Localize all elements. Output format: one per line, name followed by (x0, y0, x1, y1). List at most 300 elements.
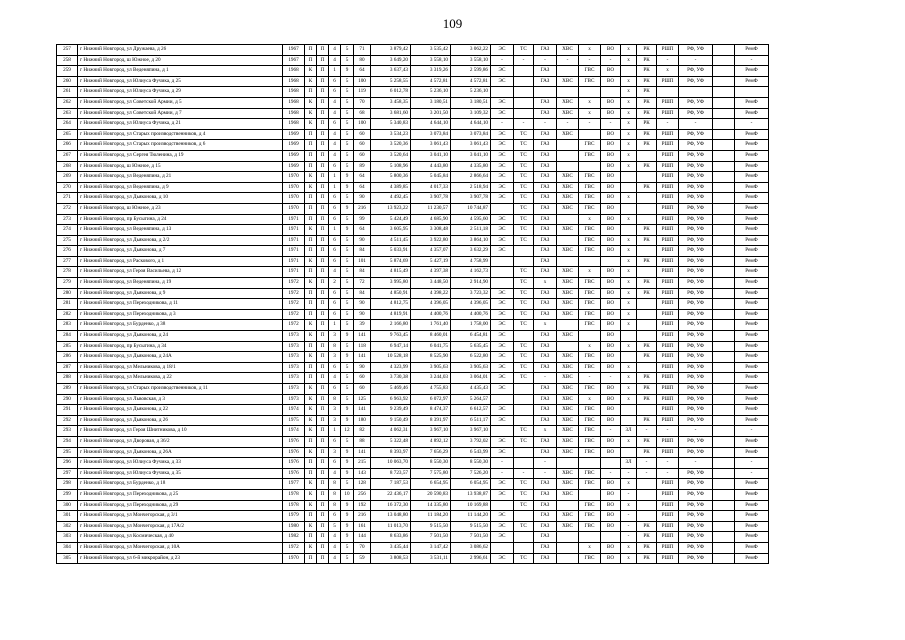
address-cell: г Нижний Новгород, ул Дьяконова, д 24А (78, 352, 283, 363)
living-area-cell: 8 525,90 (411, 352, 451, 363)
floors-cell: 9 (341, 511, 354, 522)
extra-cell (713, 542, 735, 553)
type-cell: П (317, 256, 329, 267)
sewerage-cell: ВО (601, 235, 621, 246)
table-row (57, 447, 769, 458)
basement-repair-cell: РШП (657, 542, 679, 553)
power-supply-cell: ЭС (491, 235, 514, 246)
facade-repair-cell: РФ, УФ (679, 214, 713, 225)
sewerage-cell: ВО (601, 542, 621, 553)
sewerage-cell (601, 87, 621, 98)
row-number-cell: 283 (57, 320, 78, 331)
address-cell: г Нижний Новгород, ул Дьяконова, д 26А (78, 447, 283, 458)
address-cell: г Нижний Новгород, ул Бурденко, д 18 (78, 479, 283, 490)
sections-cell: 3 (329, 331, 341, 342)
repair-fund-cell: РемФ (735, 362, 769, 373)
power-supply-cell: ЭС (491, 150, 514, 161)
row-number-cell: 263 (57, 108, 78, 119)
roof-repair-cell: РК (637, 108, 657, 119)
material-cell: П (305, 373, 317, 384)
row-number-cell: 257 (57, 45, 78, 56)
floors-cell: 5 (341, 140, 354, 151)
cold-water-cell: ХВС (557, 521, 579, 532)
living-area-cell: 3 558,10 (411, 55, 451, 66)
private-area-cell: 10 744,87 (451, 203, 491, 214)
row-number-cell: 261 (57, 87, 78, 98)
chute-cell: x (621, 161, 637, 172)
total-area-cell: 13 048,80 (371, 511, 411, 522)
private-area-cell: 3 864,10 (451, 235, 491, 246)
facade-repair-cell: РФ, УФ (679, 203, 713, 214)
total-area-cell: 5 108,96 (371, 161, 411, 172)
sections-cell: 4 (329, 373, 341, 384)
private-area-cell: 2 518,94 (451, 182, 491, 193)
basement-repair-cell: РШП (657, 373, 679, 384)
living-area-cell: 5 427,19 (411, 256, 451, 267)
table-row (57, 256, 769, 267)
basement-repair-cell: РШП (657, 479, 679, 490)
cold-water-cell (557, 341, 579, 352)
gas-supply-cell: ГАЗ (534, 45, 557, 56)
sewerage-cell: ВО (601, 193, 621, 204)
type-cell: П (317, 436, 329, 447)
gas-supply-cell: ГАЗ (534, 331, 557, 342)
living-area-cell: 4 397,38 (411, 267, 451, 278)
total-area-cell: 11 013,70 (371, 521, 411, 532)
floors-cell: 9 (341, 447, 354, 458)
apartments-cell: 180 (354, 415, 371, 426)
gas-supply-cell: ГАЗ (534, 203, 557, 214)
total-area-cell: 5 033,91 (371, 246, 411, 257)
sewerage-cell (601, 256, 621, 267)
address-cell: г Нижний Новгород, ул Дворовая, д 36/2 (78, 436, 283, 447)
facade-repair-cell: РФ, УФ (679, 447, 713, 458)
material-cell: К (305, 394, 317, 405)
address-cell: г Нижний Новгород, ул Дьяконова, д 26 (78, 415, 283, 426)
basement-repair-cell: РШП (657, 341, 679, 352)
private-area-cell: 4 435,43 (451, 384, 491, 395)
address-cell: г Нижний Новгород, ул Дьяконова, д 10 (78, 193, 283, 204)
private-area-cell: 3 061,43 (451, 140, 491, 151)
apartments-cell: 215 (354, 458, 371, 469)
living-area-cell: 4 017,33 (411, 182, 451, 193)
power-supply-cell: ЭС (491, 479, 514, 490)
table-row (57, 458, 769, 469)
basement-repair-cell: РШП (657, 182, 679, 193)
year-built-cell: 1971 (283, 256, 305, 267)
material-cell: К (305, 405, 317, 416)
basement-repair-cell: РШП (657, 235, 679, 246)
year-built-cell: 1969 (283, 161, 305, 172)
heat-supply-cell: ТС (514, 309, 534, 320)
address-cell: г Нижний Новгород, ул Советской Армии, д 7 (78, 108, 283, 119)
private-area-cell: 4 400,76 (451, 309, 491, 320)
power-supply-cell: ЭС (491, 553, 514, 564)
type-cell: П (317, 511, 329, 522)
hot-water-cell: ГВС (579, 447, 601, 458)
apartments-cell: 192 (354, 500, 371, 511)
gas-supply-cell: ГАЗ (534, 225, 557, 236)
cold-water-cell: - (557, 119, 579, 130)
living-area-cell: 3 244,03 (411, 373, 451, 384)
extra-cell (713, 235, 735, 246)
hot-water-cell: ГВС (579, 511, 601, 522)
year-built-cell: 1974 (283, 426, 305, 437)
facade-repair-cell: - (679, 55, 713, 66)
apartments-cell: 101 (354, 256, 371, 267)
power-supply-cell (491, 267, 514, 278)
roof-repair-cell: РК (637, 521, 657, 532)
hot-water-cell: - (579, 373, 601, 384)
type-cell: П (317, 150, 329, 161)
total-area-cell: 4 511,45 (371, 235, 411, 246)
table-row (57, 309, 769, 320)
heat-supply-cell: ТС (514, 553, 534, 564)
sections-cell: 2 (329, 278, 341, 289)
basement-repair-cell: РШП (657, 225, 679, 236)
gas-supply-cell: - (534, 55, 557, 66)
facade-repair-cell: РФ, УФ (679, 331, 713, 342)
basement-repair-cell: РШП (657, 500, 679, 511)
power-supply-cell: ЭС (491, 341, 514, 352)
chute-cell: x (621, 140, 637, 151)
cold-water-cell: ХВС (557, 384, 579, 395)
private-area-cell: 7 501,50 (451, 532, 491, 543)
sections-cell: 4 (329, 267, 341, 278)
living-area-cell: 3 041,10 (411, 150, 451, 161)
year-built-cell: 1971 (283, 235, 305, 246)
extra-cell (713, 129, 735, 140)
apartments-cell: 128 (354, 479, 371, 490)
roof-repair-cell (637, 193, 657, 204)
gas-supply-cell: ГАЗ (534, 256, 557, 267)
basement-repair-cell: РШП (657, 288, 679, 299)
living-area-cell: 6 654,95 (411, 479, 451, 490)
hot-water-cell: ГВС (579, 203, 601, 214)
sections-cell: 8 (329, 489, 341, 500)
type-cell: П (317, 288, 329, 299)
heat-supply-cell: ТС (514, 225, 534, 236)
roof-repair-cell (637, 320, 657, 331)
hot-water-cell: x (579, 341, 601, 352)
living-area-cell: 3 922,80 (411, 235, 451, 246)
heat-supply-cell: ТС (514, 278, 534, 289)
facade-repair-cell: РФ, УФ (679, 405, 713, 416)
heat-supply-cell: ТС (514, 203, 534, 214)
living-area-cell: 4 572,81 (411, 76, 451, 87)
material-cell: К (305, 331, 317, 342)
apartments-cell: 100 (354, 119, 371, 130)
material-cell: П (305, 532, 317, 543)
private-area-cell: 2 996,61 (451, 553, 491, 564)
type-cell: П (317, 129, 329, 140)
apartments-cell: 60 (354, 373, 371, 384)
roof-repair-cell: РК (637, 352, 657, 363)
living-area-cell: 1 761,40 (411, 320, 451, 331)
extra-cell (713, 278, 735, 289)
gas-supply-cell: ГАЗ (534, 150, 557, 161)
material-cell: К (305, 542, 317, 553)
sections-cell: 1 (329, 182, 341, 193)
sections-cell: 3 (329, 352, 341, 363)
sewerage-cell: ВО (601, 384, 621, 395)
sections-cell: 4 (329, 108, 341, 119)
power-supply-cell: ЭС (491, 161, 514, 172)
row-number-cell: 265 (57, 129, 78, 140)
year-built-cell: 1970 (283, 203, 305, 214)
address-cell: г Нижний Новгород, ул Мельникова, д 18/1 (78, 362, 283, 373)
total-area-cell: 10 063,70 (371, 458, 411, 469)
row-number-cell: 292 (57, 415, 78, 426)
cold-water-cell (557, 256, 579, 267)
total-area-cell: 5 340,83 (371, 119, 411, 130)
extra-cell (713, 500, 735, 511)
heat-supply-cell: ТС (514, 214, 534, 225)
basement-repair-cell: - (657, 426, 679, 437)
row-number-cell: 286 (57, 352, 78, 363)
address-cell: г Нижний Новгород, пр Бусыгина, д 24 (78, 214, 283, 225)
basement-repair-cell: РШП (657, 447, 679, 458)
cold-water-cell: ХВС (557, 436, 579, 447)
hot-water-cell: ГВС (579, 246, 601, 257)
roof-repair-cell (637, 500, 657, 511)
address-cell: г Нижний Новгород, ш Южное, д 20 (78, 55, 283, 66)
private-area-cell: 6 543,99 (451, 447, 491, 458)
power-supply-cell: - (491, 55, 514, 66)
year-built-cell: 1976 (283, 458, 305, 469)
floors-cell: 5 (341, 161, 354, 172)
facade-repair-cell: РФ, УФ (679, 246, 713, 257)
address-cell: г Нижний Новгород, ул Веденяпина, д 1 (78, 66, 283, 77)
cold-water-cell: ХВС (557, 352, 579, 363)
material-cell: К (305, 76, 317, 87)
row-number-cell: 272 (57, 203, 78, 214)
chute-cell: x (621, 76, 637, 87)
roof-repair-cell: РК (637, 66, 657, 77)
basement-repair-cell: x (657, 66, 679, 77)
extra-cell (713, 479, 735, 490)
type-cell: П (317, 362, 329, 373)
private-area-cell: 3 062,22 (451, 45, 491, 56)
living-area-cell: 3 905,63 (411, 362, 451, 373)
sewerage-cell: ВО (601, 331, 621, 342)
heat-supply-cell: ТС (514, 373, 534, 384)
living-area-cell: 20 590,83 (411, 489, 451, 500)
table-row (57, 203, 769, 214)
material-cell: П (305, 45, 317, 56)
extra-cell (713, 352, 735, 363)
power-supply-cell (491, 426, 514, 437)
sections-cell: 8 (329, 500, 341, 511)
sewerage-cell: ВО (601, 320, 621, 331)
power-supply-cell: ЭС (491, 309, 514, 320)
facade-repair-cell: РФ, УФ (679, 172, 713, 183)
material-cell: К (305, 119, 317, 130)
facade-repair-cell: РФ, УФ (679, 468, 713, 479)
table-row (57, 150, 769, 161)
gas-supply-cell: ГАЗ (534, 553, 557, 564)
heat-supply-cell (514, 331, 534, 342)
basement-repair-cell: - (657, 119, 679, 130)
gas-supply-cell: - (534, 468, 557, 479)
private-area-cell: 1 758,00 (451, 320, 491, 331)
type-cell: П (317, 489, 329, 500)
power-supply-cell: ЭС (491, 299, 514, 310)
basement-repair-cell: РШП (657, 97, 679, 108)
living-area-cell: 4 443,80 (411, 161, 451, 172)
heat-supply-cell (514, 384, 534, 395)
material-cell: П (305, 288, 317, 299)
roof-repair-cell: РК (637, 129, 657, 140)
gas-supply-cell: ГАЗ (534, 172, 557, 183)
extra-cell (713, 172, 735, 183)
material-cell: П (305, 267, 317, 278)
power-supply-cell: ЭС (491, 362, 514, 373)
floors-cell: 9 (341, 521, 354, 532)
gas-supply-cell (534, 87, 557, 98)
sewerage-cell: ВО (601, 436, 621, 447)
floors-cell: 5 (341, 373, 354, 384)
heat-supply-cell: ТС (514, 426, 534, 437)
heat-supply-cell: ТС (514, 362, 534, 373)
row-number-cell: 267 (57, 150, 78, 161)
floors-cell: 5 (341, 278, 354, 289)
cold-water-cell: ХВС (557, 129, 579, 140)
basement-repair-cell: РШП (657, 352, 679, 363)
sewerage-cell: ВО (601, 521, 621, 532)
floors-cell: 9 (341, 182, 354, 193)
total-area-cell: 5 874,69 (371, 256, 411, 267)
apartments-cell: 72 (354, 278, 371, 289)
power-supply-cell (491, 542, 514, 553)
hot-water-cell: x (579, 394, 601, 405)
extra-cell (713, 55, 735, 66)
chute-cell: x (621, 246, 637, 257)
sewerage-cell: ВО (601, 309, 621, 320)
living-area-cell: 11 184,20 (411, 511, 451, 522)
total-area-cell: 16 372,30 (371, 500, 411, 511)
row-number-cell: 290 (57, 394, 78, 405)
heat-supply-cell: ТС (514, 521, 534, 532)
private-area-cell: 3 907,78 (451, 193, 491, 204)
extra-cell (713, 214, 735, 225)
apartments-cell: 90 (354, 235, 371, 246)
material-cell: П (305, 362, 317, 373)
total-area-cell: 5 322,48 (371, 436, 411, 447)
table-body (57, 45, 769, 564)
cold-water-cell: ХВС (557, 97, 579, 108)
gas-supply-cell: ГАЗ (534, 532, 557, 543)
material-cell: П (305, 140, 317, 151)
roof-repair-cell: РК (637, 394, 657, 405)
apartments-cell: 60 (354, 129, 371, 140)
hot-water-cell: ГВС (579, 150, 601, 161)
power-supply-cell (491, 87, 514, 98)
roof-repair-cell: - (637, 426, 657, 437)
private-area-cell: 3 967,10 (451, 426, 491, 437)
heat-supply-cell: ТС (514, 182, 534, 193)
floors-cell: 9 (341, 225, 354, 236)
sewerage-cell: ВО (601, 172, 621, 183)
chute-cell: x (621, 362, 637, 373)
table-row (57, 553, 769, 564)
table-row (57, 362, 769, 373)
roof-repair-cell: РК (637, 235, 657, 246)
basement-repair-cell: РШП (657, 309, 679, 320)
extra-cell (713, 97, 735, 108)
floors-cell: 9 (341, 458, 354, 469)
year-built-cell: 1968 (283, 76, 305, 87)
total-area-cell: 8 393,97 (371, 447, 411, 458)
facade-repair-cell: РФ, УФ (679, 542, 713, 553)
roof-repair-cell: РК (637, 45, 657, 56)
total-area-cell: 4 323,99 (371, 362, 411, 373)
type-cell: П (317, 352, 329, 363)
repair-fund-cell: РемФ (735, 235, 769, 246)
cold-water-cell: ХВС (557, 278, 579, 289)
table-row (57, 479, 769, 490)
extra-cell (713, 256, 735, 267)
table-row (57, 161, 769, 172)
row-number-cell: 274 (57, 225, 78, 236)
repair-fund-cell: РемФ (735, 108, 769, 119)
repair-fund-cell: РемФ (735, 246, 769, 257)
floors-cell: 9 (341, 415, 354, 426)
repair-fund-cell: - (735, 119, 769, 130)
chute-cell: - (621, 489, 637, 500)
roof-repair-cell (637, 172, 657, 183)
address-cell: г Нижний Новгород, ул Космическая, д 40 (78, 532, 283, 543)
material-cell: К (305, 97, 317, 108)
floors-cell: 5 (341, 542, 354, 553)
floors-cell: 5 (341, 267, 354, 278)
address-cell: г Нижний Новгород, ш Южное, д 15 (78, 161, 283, 172)
cold-water-cell: ХВС (557, 511, 579, 522)
hot-water-cell: ГВС (579, 76, 601, 87)
chute-cell: 3Л (621, 458, 637, 469)
cold-water-cell (557, 235, 579, 246)
hot-water-cell (579, 331, 601, 342)
sewerage-cell: - (601, 55, 621, 66)
chute-cell: - (621, 521, 637, 532)
sections-cell: 3 (329, 415, 341, 426)
material-cell: П (305, 246, 317, 257)
power-supply-cell: ЭС (491, 288, 514, 299)
hot-water-cell: x (579, 108, 601, 119)
year-built-cell: 1974 (283, 405, 305, 416)
sections-cell: 4 (329, 55, 341, 66)
repair-fund-cell: РемФ (735, 331, 769, 342)
cold-water-cell: ХВС (557, 468, 579, 479)
extra-cell (713, 436, 735, 447)
heat-supply-cell: ТС (514, 479, 534, 490)
row-number-cell: 273 (57, 214, 78, 225)
repair-fund-cell: РемФ (735, 129, 769, 140)
total-area-cell: 3 458,35 (371, 97, 411, 108)
material-cell: К (305, 172, 317, 183)
row-number-cell: 270 (57, 182, 78, 193)
year-built-cell: 1980 (283, 521, 305, 532)
facade-repair-cell: РФ, УФ (679, 489, 713, 500)
repair-fund-cell: РемФ (735, 405, 769, 416)
apartments-cell: 88 (354, 436, 371, 447)
sewerage-cell: ВО (601, 479, 621, 490)
extra-cell (713, 288, 735, 299)
apartments-cell: 60 (354, 384, 371, 395)
private-area-cell: 4 644,10 (451, 119, 491, 130)
row-number-cell: 258 (57, 55, 78, 66)
total-area-cell: 3 637,43 (371, 66, 411, 77)
